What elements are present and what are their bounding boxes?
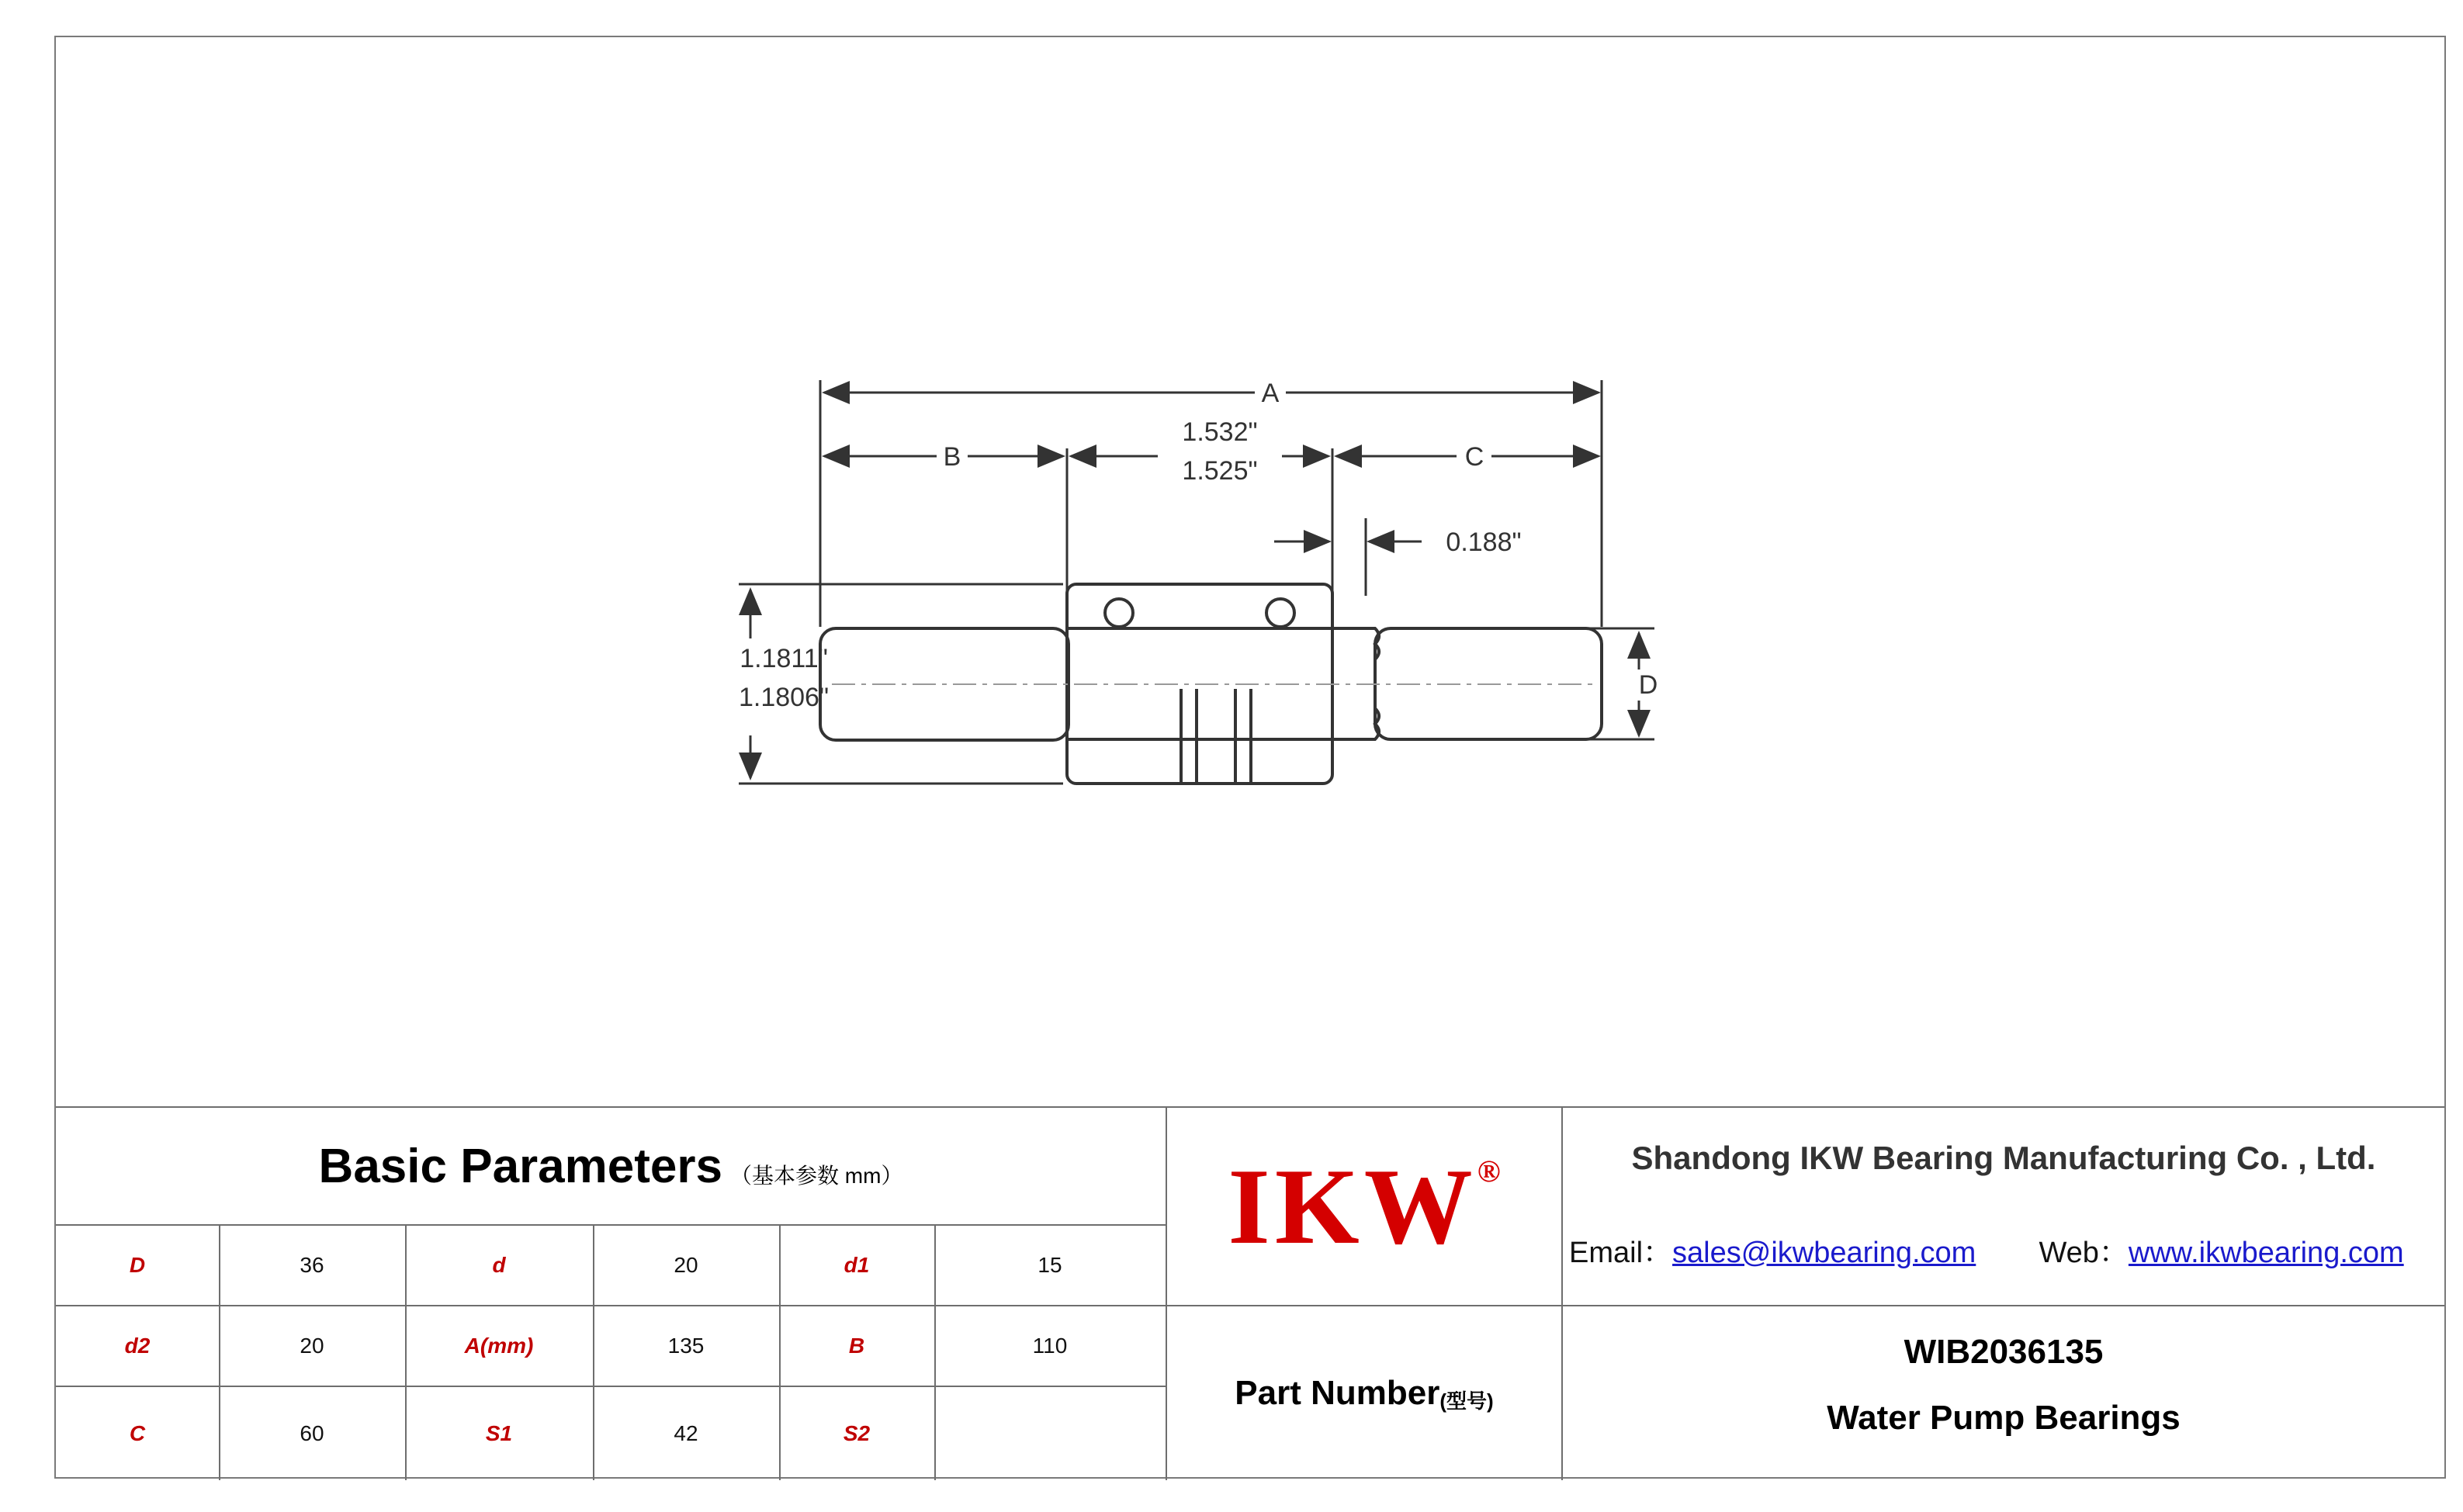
param-key: B [848,1334,865,1358]
params-title: Basic Parameters [318,1139,723,1193]
contact-line [1569,1228,2444,1275]
param-key: A(mm) [464,1334,534,1358]
params-subtitle: （基本参数 mm） [730,1164,903,1188]
dim-height-bottom: 1.1806" [738,683,830,712]
param-value: 36 [300,1253,324,1277]
param-value: 15 [1038,1253,1062,1277]
registered-mark: ® [1477,1154,1501,1188]
params-header [56,1108,1166,1224]
param-key: D [129,1253,146,1277]
param-key: C [129,1421,146,1445]
bearing-drawing [56,37,2444,1108]
dim-center-bottom: 1.525" [1182,456,1258,486]
param-key: d2 [124,1334,151,1358]
param-key: d1 [844,1253,870,1277]
dim-height-top: 1.1811" [740,644,828,673]
param-value: 60 [300,1421,324,1445]
param-key: S2 [843,1421,871,1445]
param-value: 110 [1032,1334,1068,1358]
dim-c-label: C [1464,442,1484,472]
dim-offset: 0.188" [1446,528,1522,557]
logo-text: IKW [1228,1146,1477,1267]
dim-d-label: D [1638,670,1658,700]
part-number-label: Part Number (型号) [1235,1374,1494,1413]
web-label: Web： [2039,1237,2129,1269]
param-value: 20 [674,1253,698,1277]
company-name: Shandong IKW Bearing Manufacturing Co. , Ltd. [1631,1140,2376,1176]
param-value: 135 [667,1334,705,1358]
dim-center-top: 1.532" [1182,417,1258,447]
part-number-label-cn: (型号) [1439,1389,1494,1413]
part-number-value: WIB2036135 [1904,1333,2104,1371]
dim-a-label: A [1261,379,1280,408]
param-value [934,1387,1166,1480]
email-label: Email： [1569,1237,1673,1269]
drawing-frame [54,36,2446,1479]
web-link[interactable]: www.ikwbearing.com [2128,1237,2404,1269]
logo [1167,1108,1561,1305]
dim-b-label: B [943,442,961,472]
part-type: Water Pump Bearings [1827,1399,2181,1437]
param-value: 20 [300,1334,324,1358]
email-link[interactable]: sales@ikwbearing.com [1672,1237,1976,1269]
param-key: d [492,1253,506,1277]
param-value: 42 [674,1421,698,1445]
param-key: S1 [485,1421,513,1445]
